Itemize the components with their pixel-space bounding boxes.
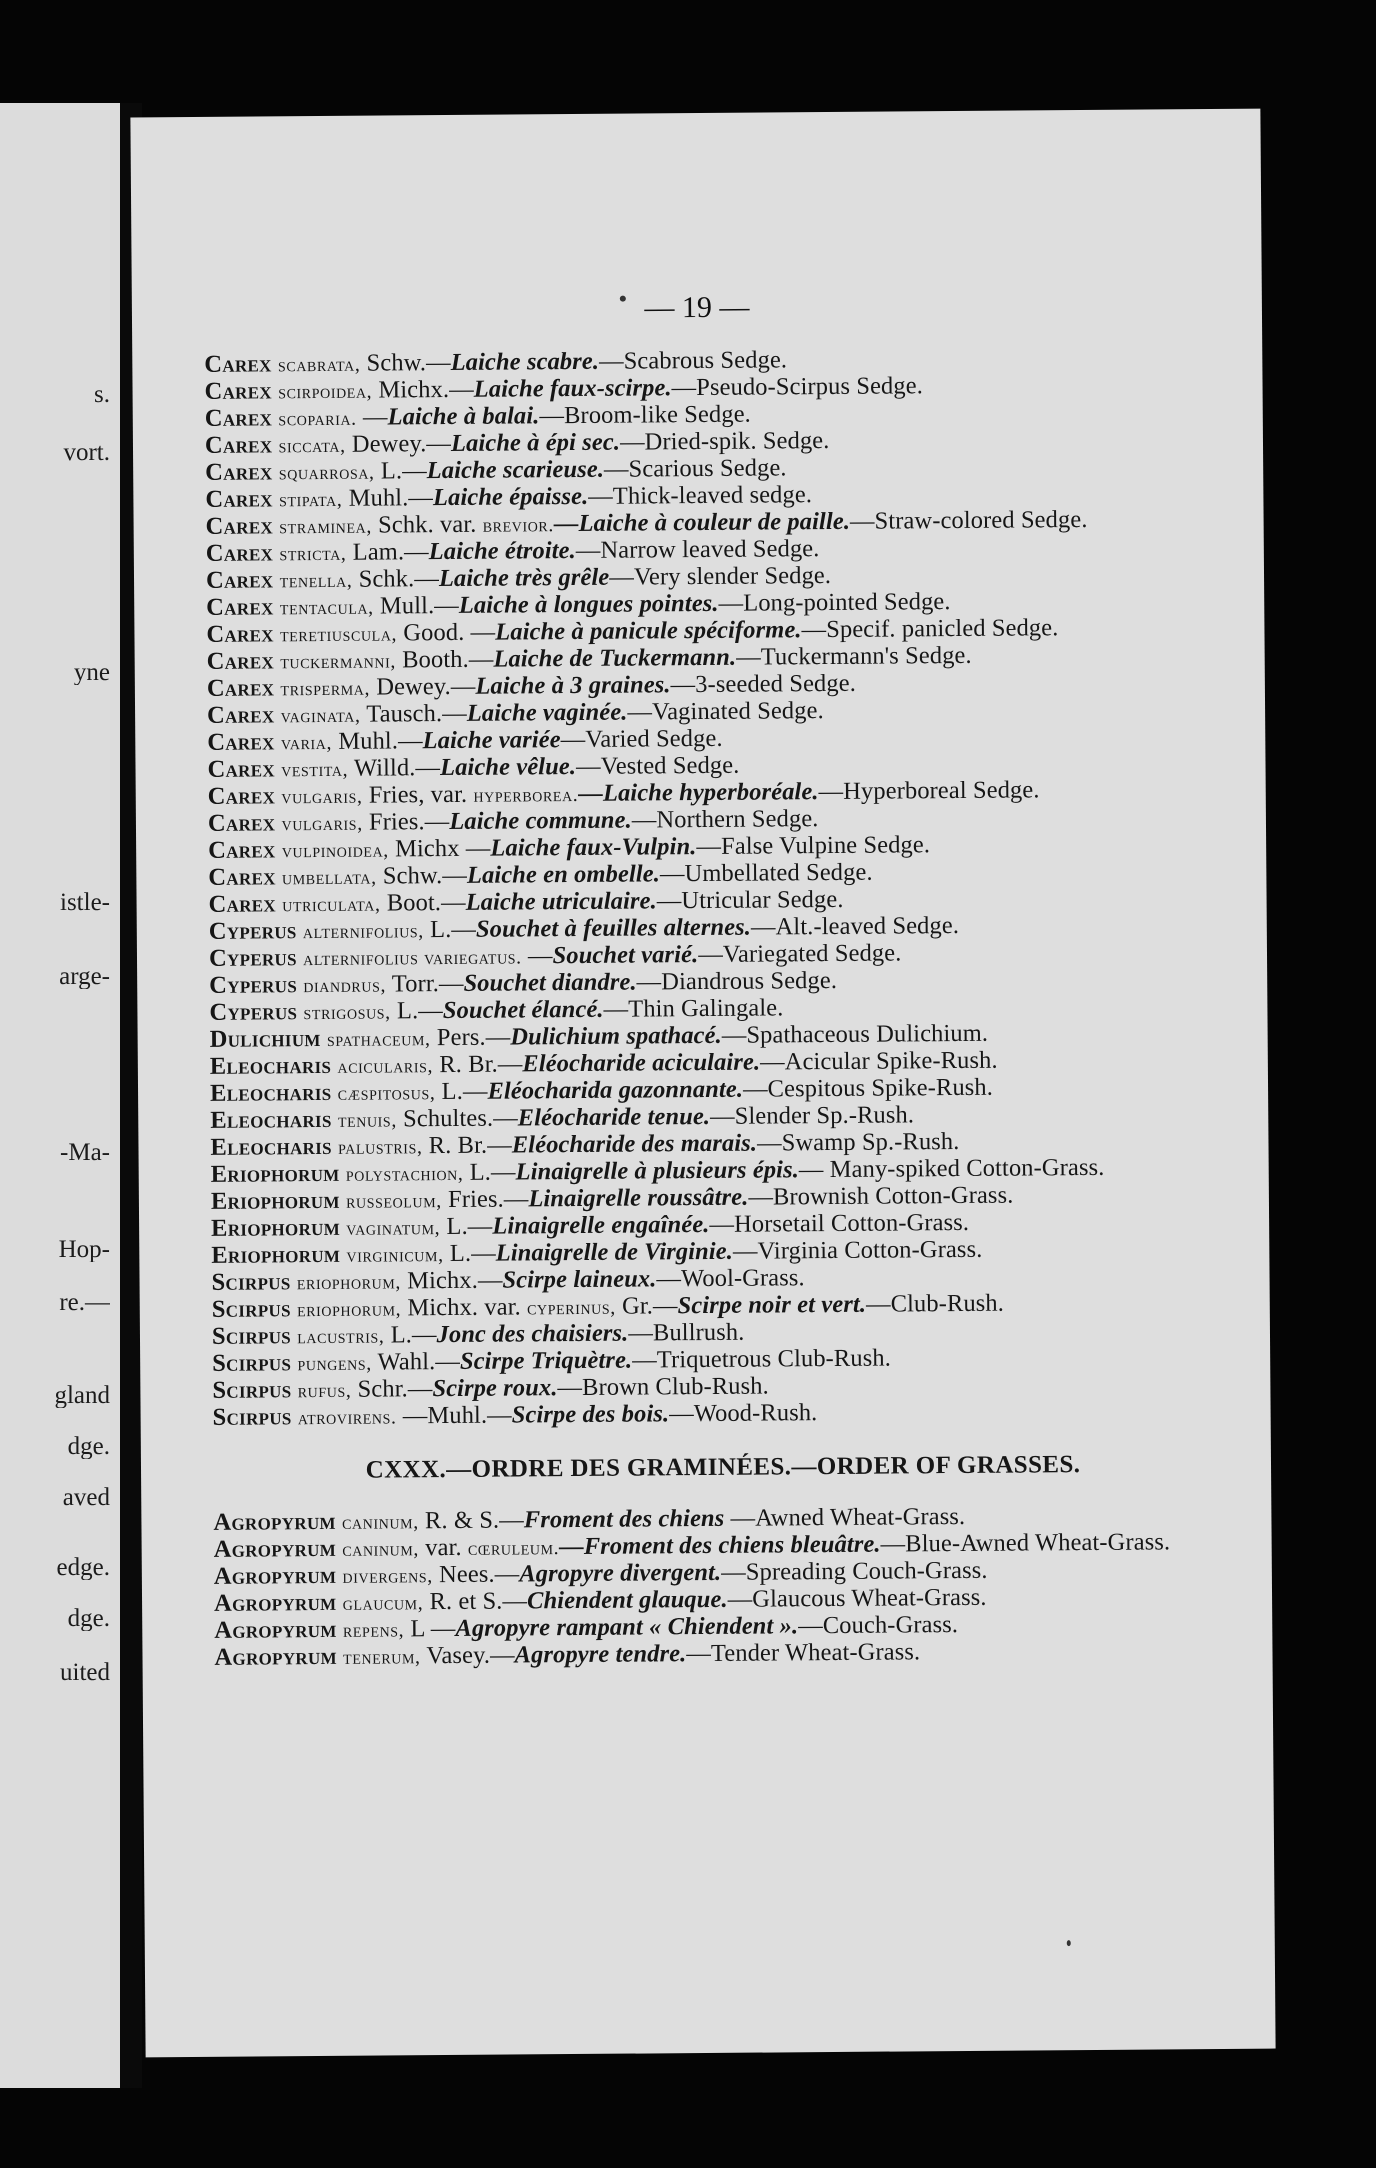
genus-name: Eriophorum (210, 1159, 340, 1188)
english-name: —Scarious Sedge. (603, 454, 787, 483)
genus-name: Agropyrum (213, 1507, 336, 1536)
french-name: Laiche de Tuckermann. (493, 643, 737, 673)
left-page-text-fragment: uited (60, 1660, 110, 1685)
species-epithet: eriophorum, (296, 1298, 402, 1322)
french-name: Laiche en ombelle. (466, 860, 661, 889)
english-name: —Thin Galingale. (603, 994, 784, 1023)
genus-name: Scirpus (211, 1268, 291, 1296)
genus-name: Carex (207, 728, 275, 756)
genus-name: Carex (205, 566, 274, 594)
english-name: —Spreading Couch-Grass. (721, 1556, 988, 1586)
authority: L.— (390, 1321, 437, 1349)
genus-name: Carex (207, 782, 276, 810)
cyperaceae-entries (204, 344, 1232, 1432)
left-page-text-fragment: Hop- (58, 1237, 110, 1262)
french-name: Laiche faux-scirpe. (473, 374, 672, 403)
french-name: Scirpe roux. (432, 1374, 558, 1403)
english-name: —Long-pointed Sedge. (718, 588, 951, 617)
genus-name: Carex (204, 431, 273, 459)
genus-name: Eriophorum (211, 1213, 341, 1242)
authority: L.— (380, 457, 427, 485)
authority: R. & S.— (424, 1506, 524, 1535)
ink-speck (1067, 1940, 1071, 1946)
species-epithet: eriophorum, (296, 1271, 402, 1295)
authority: Dewey.— (376, 672, 476, 701)
genus-name: Scirpus (212, 1403, 292, 1431)
authority: Schr.— (357, 1375, 433, 1403)
english-name: —Spathaceous Dulichium. (721, 1019, 989, 1049)
french-name: Laiche variée (422, 726, 561, 755)
species-epithet: straminea, (279, 515, 372, 539)
genus-name: Carex (208, 890, 277, 918)
authority: L.— (469, 1158, 516, 1186)
genus-name: Scirpus (212, 1349, 292, 1377)
page-number: — 19 — (644, 290, 750, 325)
english-name: —Vested Sedge. (575, 751, 740, 780)
french-name: Linaigrelle à plusieurs épis. (515, 1156, 799, 1186)
genus-name: Cyperus (209, 971, 298, 999)
authority: R. Br.— (428, 1131, 512, 1160)
english-name: —Hyperboreal Sedge. (818, 776, 1040, 806)
left-page-text-fragment: s. (94, 382, 110, 407)
authority: L.— (429, 915, 477, 944)
variety-name: cyperinus, (526, 1296, 616, 1320)
species-epithet: vaginata, (280, 704, 361, 728)
genus-name: Carex (208, 863, 276, 891)
english-name: —Acicular Spike-Rush. (760, 1046, 998, 1076)
genus-name: Scirpus (211, 1322, 292, 1350)
english-name: —Straw-colored Sedge. (849, 505, 1088, 535)
french-name: Eléocharide tenue. (517, 1102, 711, 1132)
genus-name: Carex (207, 755, 276, 783)
species-epithet: umbellata, (281, 866, 377, 890)
species-epithet: stricta, (279, 542, 347, 566)
left-page-text-fragment: vort. (63, 440, 110, 465)
left-page-text-fragment: gland (54, 1383, 110, 1408)
adjacent-page-edge (0, 103, 120, 2088)
english-name: —Alt.-leaved Sedge. (750, 911, 960, 941)
species-epithet: rufus, (297, 1379, 352, 1403)
authority: Fries, var. (368, 780, 468, 809)
species-epithet: tentacula, (279, 596, 374, 620)
species-epithet: caninum, (341, 1511, 419, 1534)
french-name: Laiche très grêle (438, 563, 610, 593)
french-name: Laiche scarieuse. (426, 455, 605, 485)
english-name: —Awned Wheat-Grass. (724, 1502, 966, 1532)
genus-name: Carex (204, 404, 273, 432)
authority: Willd.— (353, 754, 441, 782)
left-page-text-fragment: edge. (56, 1555, 110, 1580)
authority: Muhl.— (338, 727, 423, 755)
species-epithet: vestita, (281, 758, 349, 782)
english-name: —Cespitous Spike-Rush. (742, 1073, 994, 1103)
authority: Vasey.— (426, 1641, 515, 1670)
authority: Torr.— (391, 969, 464, 998)
genus-name: Carex (205, 485, 273, 513)
french-name: Souchet à feuilles alternes. (475, 913, 752, 943)
genus-name: Carex (204, 350, 272, 378)
authority: Gr.— (621, 1292, 678, 1320)
french-name: Laiche à panicule spéciforme. (495, 616, 802, 646)
species-epithet: trisperma, (280, 677, 371, 701)
species-epithet: vulpinoidea, (281, 839, 389, 863)
ink-speck (620, 296, 626, 302)
authority: Michx.— (407, 1266, 503, 1295)
species-epithet: diandrus, (303, 974, 387, 998)
left-page-text-fragment: -Ma- (60, 1140, 110, 1165)
french-name: Linaigrelle de Virginie. (495, 1237, 734, 1267)
authority: Muhl.— (348, 484, 434, 512)
species-epithet: varia, (280, 731, 333, 755)
genus-name: Eleocharis (210, 1132, 332, 1161)
species-epithet: tenella, (279, 569, 353, 593)
english-name: —Wool-Grass. (656, 1264, 805, 1293)
authority: Nees.— (438, 1560, 520, 1589)
english-name: —Dried-spik. Sedge. (619, 426, 830, 456)
english-name: —Umbellated Sedge. (659, 858, 873, 888)
authority: Dewey.— (351, 429, 452, 458)
species-epithet: repens, (342, 1619, 405, 1642)
french-name: Eléocharide des marais. (511, 1129, 758, 1159)
french-name: Jonc des chaisiers. (436, 1319, 629, 1349)
left-page-text-fragment: re.— (59, 1290, 110, 1315)
genus-name: Eleocharis (209, 1078, 332, 1107)
species-epithet: cæspitosus, (337, 1082, 436, 1105)
english-name: —Blue-Awned Wheat-Grass. (880, 1528, 1171, 1558)
species-epithet: spathaceum, (326, 1028, 431, 1051)
french-name: Laiche à 3 graines. (475, 671, 671, 700)
french-name: Laiche vêlue. (439, 752, 577, 782)
french-name: Scirpe laineux. (502, 1265, 657, 1294)
species-epithet: teretiuscula, (279, 623, 398, 647)
authority: Pers.— (436, 1023, 511, 1052)
species-epithet: atrovirens. (297, 1406, 397, 1430)
english-name: —3-seeded Sedge. (670, 669, 857, 699)
genus-name: Eleocharis (209, 1051, 332, 1080)
genus-name: Scirpus (212, 1376, 292, 1404)
english-name: —Bullrush. (628, 1318, 745, 1347)
genus-name: Carex (205, 512, 274, 540)
english-name: —Scabrous Sedge. (598, 346, 788, 375)
french-name: Agropyre divergent. (519, 1558, 722, 1588)
section-heading: CXXX.—ORDRE DES GRAMINÉES.—ORDER OF GRASSES. (365, 1451, 1081, 1484)
genus-name: Carex (205, 458, 273, 486)
authority: Schk.— (358, 565, 439, 593)
french-name: Eléocharida gazonnante. (487, 1075, 744, 1105)
genus-name: Agropyrum (213, 1561, 337, 1590)
species-epithet: stipata, (278, 488, 343, 512)
english-name: —Thick-leaved sedge. (588, 481, 813, 510)
authority: Michx — (394, 834, 491, 863)
species-epithet: utriculata, (282, 893, 381, 917)
genus-name: Carex (206, 701, 275, 729)
french-name: —Froment des chiens bleuâtre. (559, 1530, 881, 1561)
english-name: —Varied Sedge. (560, 724, 723, 754)
english-name: —Brownish Cotton-Grass. (748, 1181, 1014, 1211)
gramineae-entries (213, 1502, 1234, 1672)
english-name: —Horsetail Cotton-Grass. (709, 1208, 970, 1238)
species-epithet: tenuis, (337, 1109, 397, 1132)
genus-name: Cyperus (208, 944, 297, 972)
species-epithet: vulgaris, (281, 785, 363, 809)
french-name: Agropyre tendre. (514, 1640, 687, 1669)
species-epithet: scoparia. (278, 407, 357, 431)
english-name: —Narrow leaved Sedge. (575, 535, 820, 564)
french-name: Laiche étroite. (428, 536, 576, 566)
genus-name: Carex (206, 674, 275, 702)
english-name: —Triquetrous Club-Rush. (632, 1344, 891, 1374)
genus-name: Carex (205, 539, 274, 567)
genus-name: Carex (206, 620, 274, 648)
english-name: —Brown Club-Rush. (557, 1372, 769, 1402)
french-name: Dulichium spathacé. (510, 1021, 722, 1051)
species-epithet: tenerum, (343, 1646, 421, 1669)
genus-name: Cyperus (209, 998, 298, 1026)
english-name: —Swamp Sp.-Rush. (756, 1127, 960, 1157)
left-page-text-fragment: aved (62, 1485, 110, 1510)
french-name: Laiche commune. (449, 806, 632, 835)
page-19 (130, 109, 1275, 2058)
authority: Michx. var. (407, 1293, 521, 1322)
species-epithet: polystachion, (345, 1162, 464, 1186)
english-name: —Broom-like Sedge. (539, 400, 751, 430)
authority: Good. — (403, 618, 496, 647)
authority: L — (410, 1614, 456, 1643)
genus-name: Agropyrum (214, 1615, 337, 1644)
variety-name: cœruleum. (467, 1537, 560, 1560)
species-epithet: strigosus, (303, 1001, 391, 1025)
species-epithet: scabrata, (277, 353, 361, 377)
french-name: —Laiche hyperboréale. (578, 778, 819, 807)
authority: — (527, 942, 553, 970)
species-epithet: palustris, (338, 1136, 423, 1159)
english-name: —Specif. panicled Sedge. (801, 614, 1059, 644)
authority: Schw.— (366, 348, 451, 377)
french-name: Laiche épaisse. (432, 482, 589, 512)
authority: R. Br.— (439, 1050, 523, 1079)
left-page-text-fragment: arge- (59, 964, 110, 989)
french-name: Souchet diandre. (463, 968, 637, 997)
english-name: —Vaginated Sedge. (627, 697, 824, 726)
french-name: Scirpe noir et vert. (677, 1290, 867, 1320)
genus-name: Eriophorum (210, 1186, 340, 1215)
species-epithet: scirpoidea, (278, 380, 373, 404)
english-name: —Tuckermann's Sedge. (736, 641, 972, 671)
genus-name: Carex (206, 647, 275, 675)
authority: Schw.— (382, 861, 468, 890)
french-name: Agropyre rampant « Chiendent ». (455, 1612, 799, 1642)
authority: L.— (446, 1212, 493, 1241)
french-name: Laiche faux-Vulpin. (490, 833, 697, 862)
genus-name: Agropyrum (213, 1588, 337, 1617)
french-name: Laiche vaginée. (466, 698, 628, 727)
french-name: Linaigrelle engaînée. (492, 1210, 710, 1240)
authority: Tausch.— (366, 699, 467, 728)
genus-name: Agropyrum (214, 1642, 337, 1671)
french-name: Souchet élancé. (442, 995, 604, 1025)
english-name: —Club-Rush. (865, 1289, 1005, 1318)
french-name: Laiche à longues pointes. (458, 589, 719, 619)
species-epithet: squarrosa, (278, 461, 375, 485)
left-page-text-fragment: dge. (67, 1434, 110, 1459)
french-name: Laiche à épi sec. (450, 428, 621, 457)
english-name: —Pseudo-Scirpus Sedge. (671, 372, 923, 402)
authority: Mull.— (379, 591, 459, 620)
french-name: Laiche à balai. (387, 402, 540, 431)
french-name: Souchet varié. (552, 941, 699, 970)
english-name: —Glaucous Wheat-Grass. (727, 1583, 987, 1613)
authority: Wahl.— (377, 1347, 461, 1376)
genus-name: Carex (206, 593, 274, 621)
authority: L.— (449, 1239, 496, 1267)
species-epithet: russeolum, (345, 1190, 442, 1213)
french-name: Chiendent glauque. (526, 1585, 728, 1615)
left-page-text-fragment: dge. (67, 1606, 110, 1631)
authority: R. et S.— (429, 1587, 528, 1616)
variety-name: brevior. (482, 514, 555, 537)
genus-name: Scirpus (211, 1295, 291, 1323)
species-epithet: siccata, (278, 434, 346, 458)
french-name: Froment des chiens (523, 1504, 725, 1534)
french-name: Eléocharide aciculaire. (522, 1048, 761, 1078)
species-list (204, 344, 1234, 1672)
english-name: —Tender Wheat-Grass. (686, 1638, 921, 1668)
species-epithet: vaginatum, (346, 1217, 441, 1240)
genus-name: Eleocharis (210, 1105, 332, 1134)
english-name: —Variegated Sedge. (698, 939, 902, 969)
genus-name: Cyperus (208, 917, 297, 945)
species-epithet: vulgaris, (281, 812, 363, 836)
french-name: Scirpe Triquètre. (459, 1346, 633, 1375)
left-page-text-fragment: istle- (60, 890, 110, 915)
authority: Booth.— (402, 645, 494, 674)
genus-name: Agropyrum (213, 1534, 337, 1563)
english-name: —Couch-Grass. (798, 1611, 959, 1640)
authority: var. (425, 1533, 462, 1562)
genus-name: Dulichium (209, 1025, 321, 1053)
species-epithet: tuckermanni, (280, 650, 397, 674)
english-name: —Virginia Cotton-Grass. (732, 1235, 983, 1265)
authority: Boot.— (386, 888, 466, 917)
authority: Fries.— (368, 807, 450, 836)
english-name: —Slender Sp.-Rush. (710, 1101, 915, 1130)
species-epithet: alternifolius variegatus. (302, 946, 522, 971)
english-name: —Very slender Sedge. (609, 561, 832, 591)
english-name: —Northern Sedge. (631, 805, 819, 834)
left-page-text-fragment: yne (73, 660, 110, 685)
species-epithet: pungens, (297, 1352, 372, 1376)
authority: Schultes.— (402, 1104, 518, 1133)
authority: Fries.— (447, 1185, 529, 1214)
genus-name: Carex (208, 836, 276, 864)
authority: — (362, 403, 388, 431)
variety-name: hyperborea. (473, 783, 579, 807)
species-epithet: virginicum, (346, 1244, 444, 1267)
authority: L.— (396, 997, 443, 1025)
english-name: — Many-spiked Cotton-Grass. (798, 1153, 1105, 1184)
species-epithet: acicularis, (337, 1055, 434, 1078)
genus-name: Eriophorum (211, 1240, 341, 1269)
english-name: —Diandrous Sedge. (636, 966, 838, 996)
authority: —Muhl.— (402, 1401, 512, 1430)
authority: Lam.— (352, 538, 429, 566)
english-name: —Utricular Sedge. (656, 885, 844, 915)
species-epithet: caninum, (342, 1538, 420, 1561)
genus-name: Carex (204, 377, 273, 405)
french-name: Laiche scabre. (450, 347, 600, 376)
authority: Michx.— (378, 375, 474, 404)
french-name: Laiche utriculaire. (465, 887, 657, 916)
authority: L.— (441, 1077, 488, 1106)
species-epithet: lacustris, (297, 1325, 385, 1349)
species-epithet: glaucum, (342, 1592, 424, 1615)
french-name: Linaigrelle roussâtre. (528, 1183, 749, 1213)
french-name: —Laiche à couleur de paille. (553, 507, 851, 538)
species-epithet: alternifolius, (302, 920, 424, 944)
genus-name: Carex (207, 809, 276, 837)
english-name: —Wood-Rush. (669, 1399, 818, 1428)
species-epithet: divergens, (342, 1565, 433, 1588)
authority: Schk. var. (378, 510, 477, 539)
french-name: Scirpe des bois. (511, 1400, 670, 1429)
english-name: —False Vulpine Sedge. (696, 831, 931, 861)
